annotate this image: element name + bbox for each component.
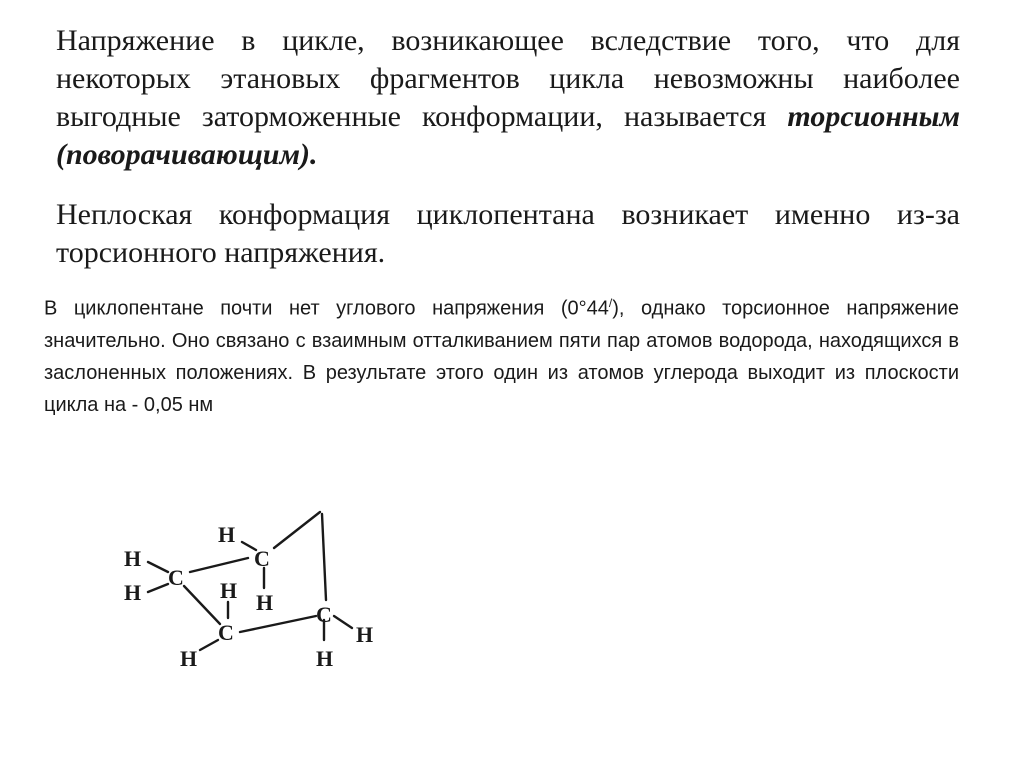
carbon-atom-3: C — [218, 620, 234, 645]
cyclopentane-structure-diagram — [108, 500, 408, 690]
bond-c1-c2 — [190, 558, 248, 572]
bond-c1-h2 — [148, 584, 168, 592]
carbon-atom-2: C — [254, 546, 270, 571]
bond-c1-h1 — [148, 562, 168, 572]
bond-c3-h6 — [200, 640, 218, 650]
hydrogen-atom-3: H — [218, 522, 236, 547]
paragraph-cyclopentane-details — [44, 287, 959, 421]
carbon-atom-4: C — [316, 602, 332, 627]
hydrogen-atom-1: H — [124, 546, 142, 571]
details-text-start: В циклопентане почти нет углового напряжения (0°44 — [44, 297, 609, 320]
bond-c3-c1 — [184, 586, 220, 624]
hydrogen-atom-4: H — [256, 590, 274, 615]
hydrogen-atom-6: H — [180, 646, 198, 671]
hydrogen-atom-7: H — [356, 622, 374, 647]
details-text-end: ), однако торсионное напряжение значительно. Оно связано с взаимным отталкиванием пяти пар атомов водорода, находящихся в заслоненных положениях. В результате этого один из атомов углерода выходит из плоскости цикла на - 0,05 нм — [44, 297, 959, 416]
definition-text: Напряжение в цикле, возникающее вследствие того, что для некоторых этановых фрагментов цикла невозможны наиболее выгодные заторможенные конформации, называется — [56, 24, 960, 133]
carbon-atom-1: C — [168, 565, 184, 590]
bond-top-c4 — [322, 514, 326, 600]
term-torsional: торсионным (поворачивающим). — [56, 100, 960, 171]
hydrogen-atom-5: H — [220, 578, 238, 603]
prime-mark: / — [608, 296, 613, 310]
bond-c2-top — [274, 512, 320, 548]
paragraph-torsional-strain-definition — [56, 22, 960, 174]
bond-c4-c3 — [240, 616, 316, 632]
bond-c4-h7 — [334, 616, 352, 628]
paragraph-nonplanar-conformation: Неплоская конформация циклопентана возникает именно из-за торсионного напряжения. — [56, 198, 960, 269]
hydrogen-atom-2: H — [124, 580, 142, 605]
hydrogen-atom-8: H — [316, 646, 334, 671]
